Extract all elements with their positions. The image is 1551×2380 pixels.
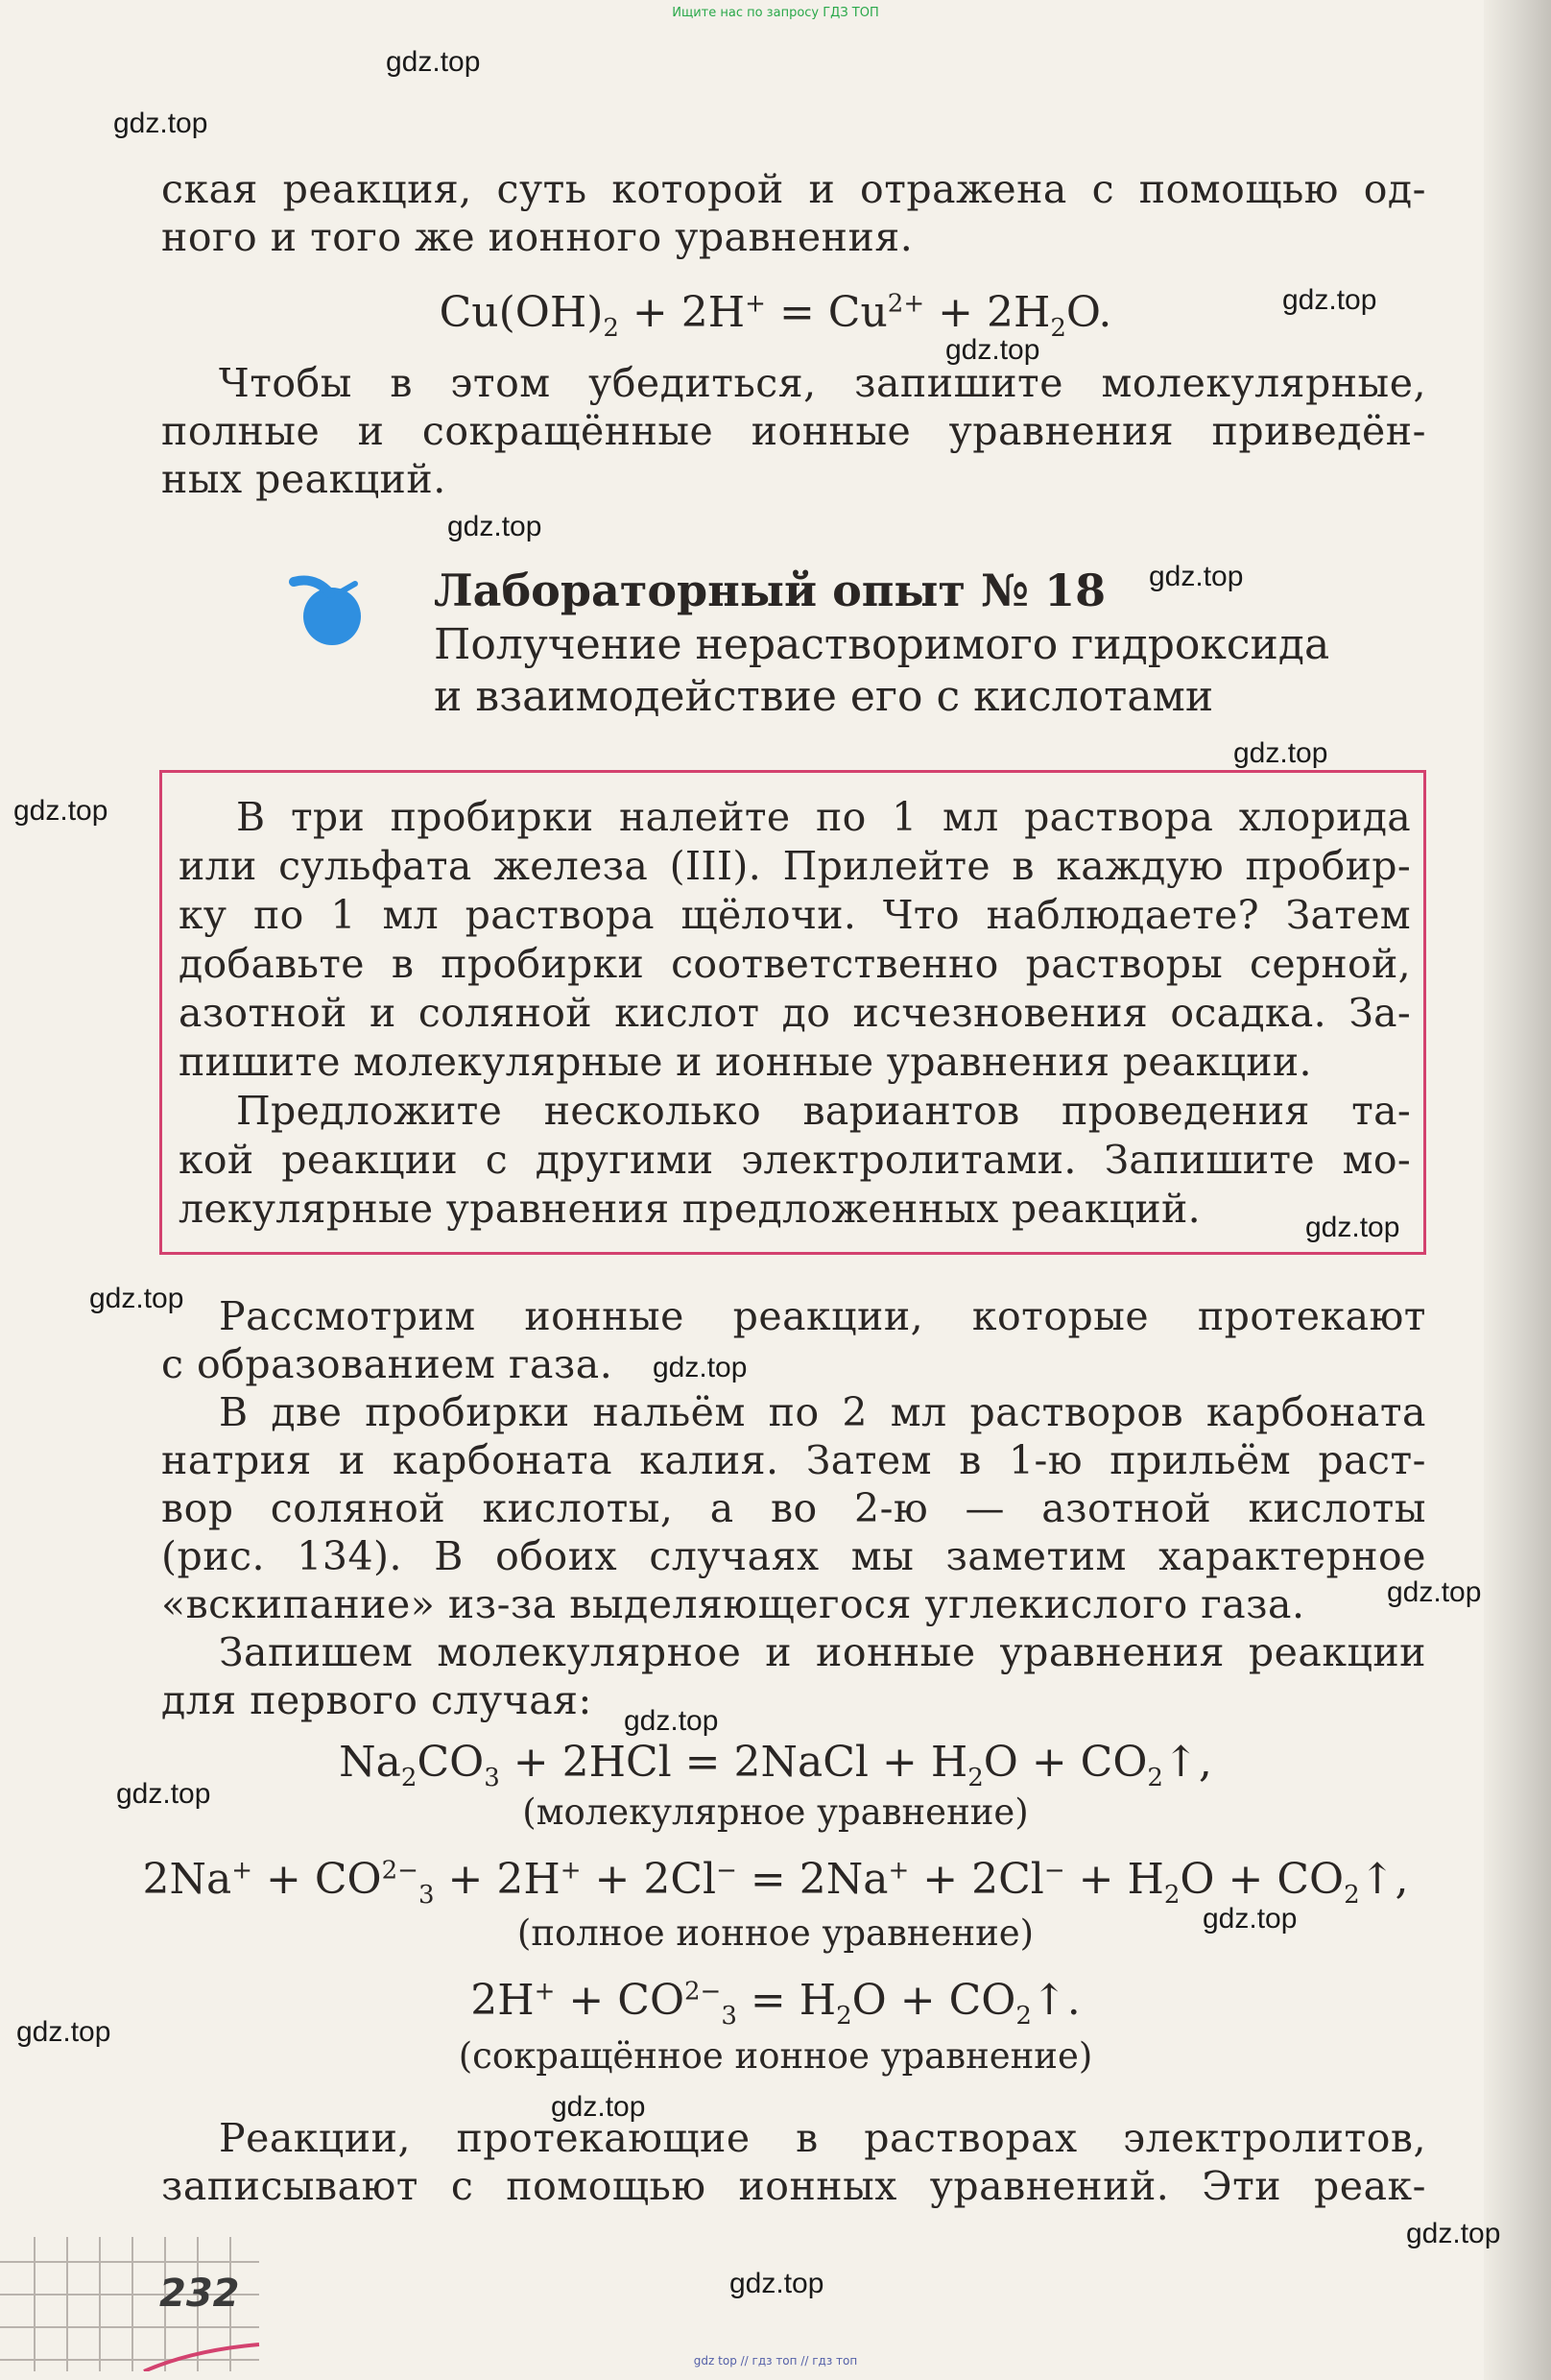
watermark: gdz.top — [945, 334, 1040, 366]
watermark: gdz.top — [729, 2268, 824, 2299]
top-banner: Ищите нас по запросу ГДЗ ТОП — [672, 6, 879, 20]
text-line: ку по 1 мл раствора щёлочи. Что наблюдаете? Затем — [179, 892, 1411, 938]
text-line: ного и того же ионного уравнения. — [161, 214, 914, 260]
molecular-equation: $Na_2CO_3 + 2HCl$ = 2NaCl + $H_2O$ + $CO_2↑$, — [339, 1738, 1212, 1792]
text-line: азотной и соляной кислот до исчезновения осадка. За- — [179, 990, 1411, 1036]
text-line: В две пробирки нальём по 2 мл растворов карбоната — [219, 1389, 1426, 1435]
text-line: лекулярные уравнения предложенных реакций. — [179, 1186, 1201, 1232]
gas-paragraph — [161, 1292, 1426, 1724]
watermark: gdz.top — [16, 2016, 111, 2048]
full-ionic-equation: $2Na^+ + CO^{2-}_3 + 2H^+ + 2Cl^- = 2Na^+ + 2Cl^- + H_2O$ + $CO_2↑$, — [142, 1855, 1409, 1910]
text-line: (рис. 134). В обоих случаях мы заметим характерное — [161, 1533, 1426, 1579]
text-line: «вскипание» из-за выделяющегося углекислого газа. — [161, 1581, 1305, 1627]
text-line: натрия и карбоната калия. Затем в 1-ю прильём раст- — [161, 1437, 1426, 1483]
equation-caption: (полное ионное уравнение) — [516, 1912, 1035, 1954]
text-line: или сульфата железа (III). Прилейте в каждую пробир- — [179, 843, 1411, 889]
watermark: gdz.top — [1406, 2218, 1501, 2249]
text-line: записывают с помощью ионных уравнений. Эти реак- — [161, 2163, 1426, 2209]
equation-caption: (сокращённое ионное уравнение) — [458, 2035, 1093, 2077]
text-line: ская реакция, суть которой и отражена с помощью од- — [161, 166, 1426, 212]
watermark: gdz.top — [624, 1705, 719, 1737]
text-line: добавьте в пробирки соответственно растворы серной, — [179, 941, 1411, 987]
check-paragraph — [161, 359, 1426, 503]
watermark: gdz.top — [1282, 284, 1377, 316]
intro-paragraph — [161, 165, 1426, 261]
text-line: ных реакций. — [161, 456, 446, 502]
text-line: Рассмотрим ионные реакции, которые протекают — [219, 1293, 1426, 1339]
watermark: gdz.top — [1203, 1903, 1298, 1935]
watermark: gdz.top — [89, 1283, 184, 1314]
text-line: Запишем молекулярное и ионные уравнения реакции — [219, 1629, 1426, 1675]
lab-title: Лабораторный опыт № 18 — [434, 565, 1107, 616]
watermark: gdz.top — [1387, 1576, 1482, 1608]
short-ionic-equation: $2H^+ + CO^{2-}_3 = H_2O$ + $CO_2↑$. — [470, 1976, 1081, 2031]
watermark: gdz.top — [653, 1352, 748, 1383]
final-paragraph — [161, 2114, 1426, 2210]
watermark: gdz.top — [1233, 737, 1328, 769]
text-line: кой реакции с другими электролитами. Запишите мо- — [179, 1137, 1411, 1183]
lab-subtitle: Получение нерастворимого гидроксида — [434, 620, 1330, 669]
text-line: пишите молекулярные и ионные уравнения реакции. — [179, 1039, 1312, 1085]
text-line: Реакции, протекающие в растворах электролитов, — [219, 2115, 1426, 2161]
formula-copper-hydroxide: $Cu(OH)_2 + 2H^+ = Cu^{2+} + 2H_2O$. — [439, 288, 1112, 343]
flask-icon — [288, 572, 374, 649]
equation-caption: (молекулярное уравнение) — [522, 1791, 1029, 1833]
watermark: gdz.top — [13, 795, 108, 827]
text-line: для первого случая: — [161, 1677, 592, 1723]
text-line: вор соляной кислоты, а во 2-ю — азотной кислоты — [161, 1485, 1426, 1531]
watermark: gdz.top — [1149, 561, 1244, 592]
bottom-banner: gdz top // гдз топ // гдз топ — [693, 2354, 858, 2368]
watermark: gdz.top — [447, 511, 542, 542]
text-line: В три пробирки налейте по 1 мл раствора хлорида — [236, 794, 1411, 840]
text-line: полные и сокращённые ионные уравнения приведён- — [161, 408, 1426, 454]
watermark: gdz.top — [386, 46, 481, 78]
watermark: gdz.top — [116, 1778, 211, 1810]
text-line: с образованием газа. — [161, 1341, 613, 1387]
watermark: gdz.top — [113, 108, 208, 139]
watermark: gdz.top — [551, 2091, 646, 2123]
watermark: gdz.top — [1305, 1212, 1400, 1243]
lab-subtitle: и взаимодействие его с кислотами — [434, 672, 1214, 721]
task-text — [179, 793, 1411, 1234]
text-line: Чтобы в этом убедиться, запишите молекулярные, — [219, 360, 1426, 406]
page-number: 232 — [159, 2272, 240, 2316]
text-line: Предложите несколько вариантов проведения та- — [236, 1088, 1411, 1134]
